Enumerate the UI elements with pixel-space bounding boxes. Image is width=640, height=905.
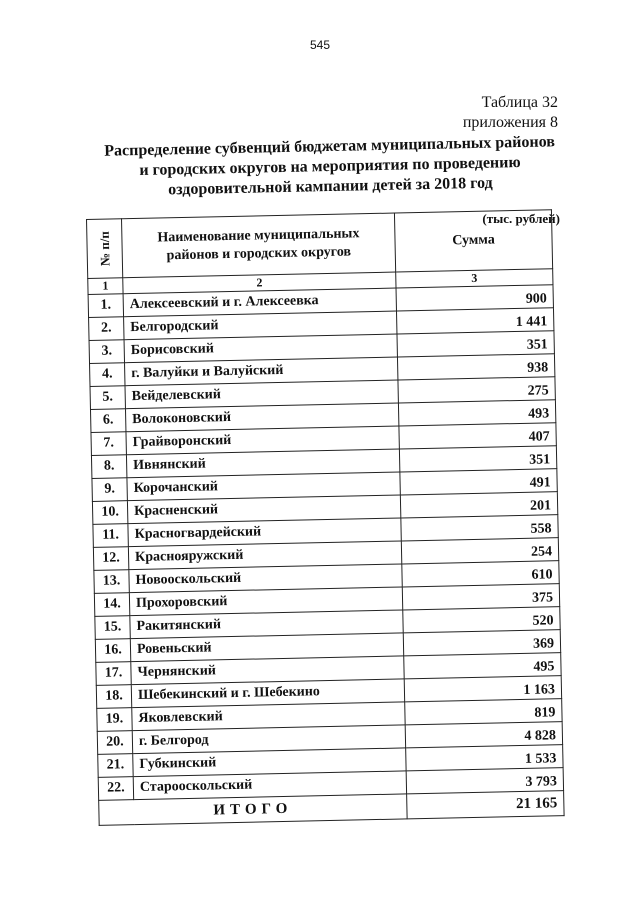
header-sum: Сумма — [394, 210, 552, 272]
row-number: 12. — [93, 547, 128, 571]
document-title — [99, 132, 560, 202]
header-row — [87, 210, 553, 279]
document-title-line2: и городских округов на мероприятия по проведению — [139, 154, 521, 179]
row-sum: 275 — [398, 377, 555, 403]
page-number: 545 — [309, 38, 331, 52]
row-sum: 375 — [402, 584, 559, 610]
row-name: Новооскольский — [129, 564, 402, 593]
units-label: (тыс. рублей) — [482, 211, 560, 226]
row-name: Старооскольский — [133, 771, 406, 800]
row-number: 11. — [93, 524, 128, 548]
row-sum: 254 — [401, 538, 558, 564]
row-sum: 4 828 — [405, 722, 562, 748]
row-number: 2. — [89, 317, 124, 341]
column-number-2: 2 — [123, 272, 396, 294]
row-name: Прохоровский — [129, 587, 402, 616]
row-sum: 351 — [399, 446, 556, 472]
row-number: 9. — [92, 478, 127, 502]
row-name: Краснояружский — [128, 541, 401, 570]
row-number: 3. — [89, 340, 124, 364]
row-sum: 201 — [400, 492, 557, 518]
row-sum: 610 — [402, 561, 559, 587]
row-name: Волоконовский — [125, 403, 398, 432]
table-label-line2: приложения 8 — [462, 114, 558, 131]
row-number: 1. — [88, 294, 123, 318]
row-name: Ивнянский — [126, 449, 399, 478]
row-name: Корочанский — [127, 472, 400, 501]
row-sum: 369 — [403, 630, 560, 656]
header-name — [122, 213, 396, 278]
total-sum: 21 165 — [407, 791, 564, 819]
header-num-text: № п/п — [96, 230, 113, 266]
row-number: 22. — [98, 777, 133, 801]
row-sum: 1 163 — [404, 676, 561, 702]
document-title-line3: оздоровительной кампании детей за 2018 год — [168, 174, 493, 199]
row-name: Вейделевский — [125, 380, 398, 409]
row-sum: 407 — [399, 423, 556, 449]
column-number-1: 1 — [88, 278, 123, 295]
row-number: 14. — [94, 593, 129, 617]
row-sum: 491 — [400, 469, 557, 495]
row-number: 17. — [96, 662, 131, 686]
row-number: 6. — [90, 409, 125, 433]
row-number: 5. — [90, 386, 125, 410]
row-name: г. Валуйки и Валуйский — [125, 357, 398, 386]
row-name: Ровеньский — [130, 633, 403, 662]
header-name-line1: Наименование муниципальных — [157, 226, 360, 246]
row-name: Красненский — [127, 495, 400, 524]
row-number: 21. — [98, 754, 133, 778]
row-sum: 1 533 — [406, 745, 563, 771]
header-name-line2: районов и городских округов — [166, 244, 352, 264]
row-number: 10. — [92, 501, 127, 525]
row-sum: 938 — [397, 354, 554, 380]
row-name: Алексеевский и г. Алексеевка — [123, 288, 396, 317]
table-label-line1: Таблица 32 — [481, 94, 558, 111]
row-name: Белгородский — [124, 311, 397, 340]
row-name: Чернянский — [131, 656, 404, 685]
row-name: г. Белгород — [132, 725, 405, 754]
row-number: 7. — [91, 432, 126, 456]
total-label: ИТОГО — [99, 794, 407, 825]
row-name: Шебекинский и г. Шебекино — [131, 679, 404, 708]
row-number: 16. — [95, 639, 130, 663]
row-sum: 351 — [397, 331, 554, 357]
row-name: Яковлевский — [132, 702, 405, 731]
header-num — [87, 219, 123, 279]
row-sum: 819 — [405, 699, 562, 725]
row-number: 20. — [97, 731, 132, 755]
table-body — [88, 285, 563, 801]
row-name: Борисовский — [124, 334, 397, 363]
table-label — [463, 93, 558, 133]
subsidy-table — [86, 209, 565, 826]
row-number: 15. — [95, 616, 130, 640]
subsidy-table-wrapper — [86, 209, 565, 826]
row-sum: 900 — [396, 285, 553, 311]
row-name: Губкинский — [133, 748, 406, 777]
row-sum: 1 441 — [396, 308, 553, 334]
row-number: 4. — [90, 363, 125, 387]
column-number-3: 3 — [396, 269, 553, 288]
row-name: Грайворонский — [126, 426, 399, 455]
row-sum: 558 — [401, 515, 558, 541]
row-sum: 520 — [403, 607, 560, 633]
row-name: Ракитянский — [130, 610, 403, 639]
row-name: Красногвардейский — [128, 518, 401, 547]
row-sum: 3 793 — [406, 768, 563, 794]
row-number: 13. — [94, 570, 129, 594]
row-number: 19. — [97, 708, 132, 732]
row-number: 8. — [91, 455, 126, 479]
document-title-line1: Распределение субвенций бюджетам муниципальных районов — [104, 133, 556, 160]
row-sum: 493 — [398, 400, 555, 426]
row-number: 18. — [96, 685, 131, 709]
row-sum: 495 — [404, 653, 561, 679]
